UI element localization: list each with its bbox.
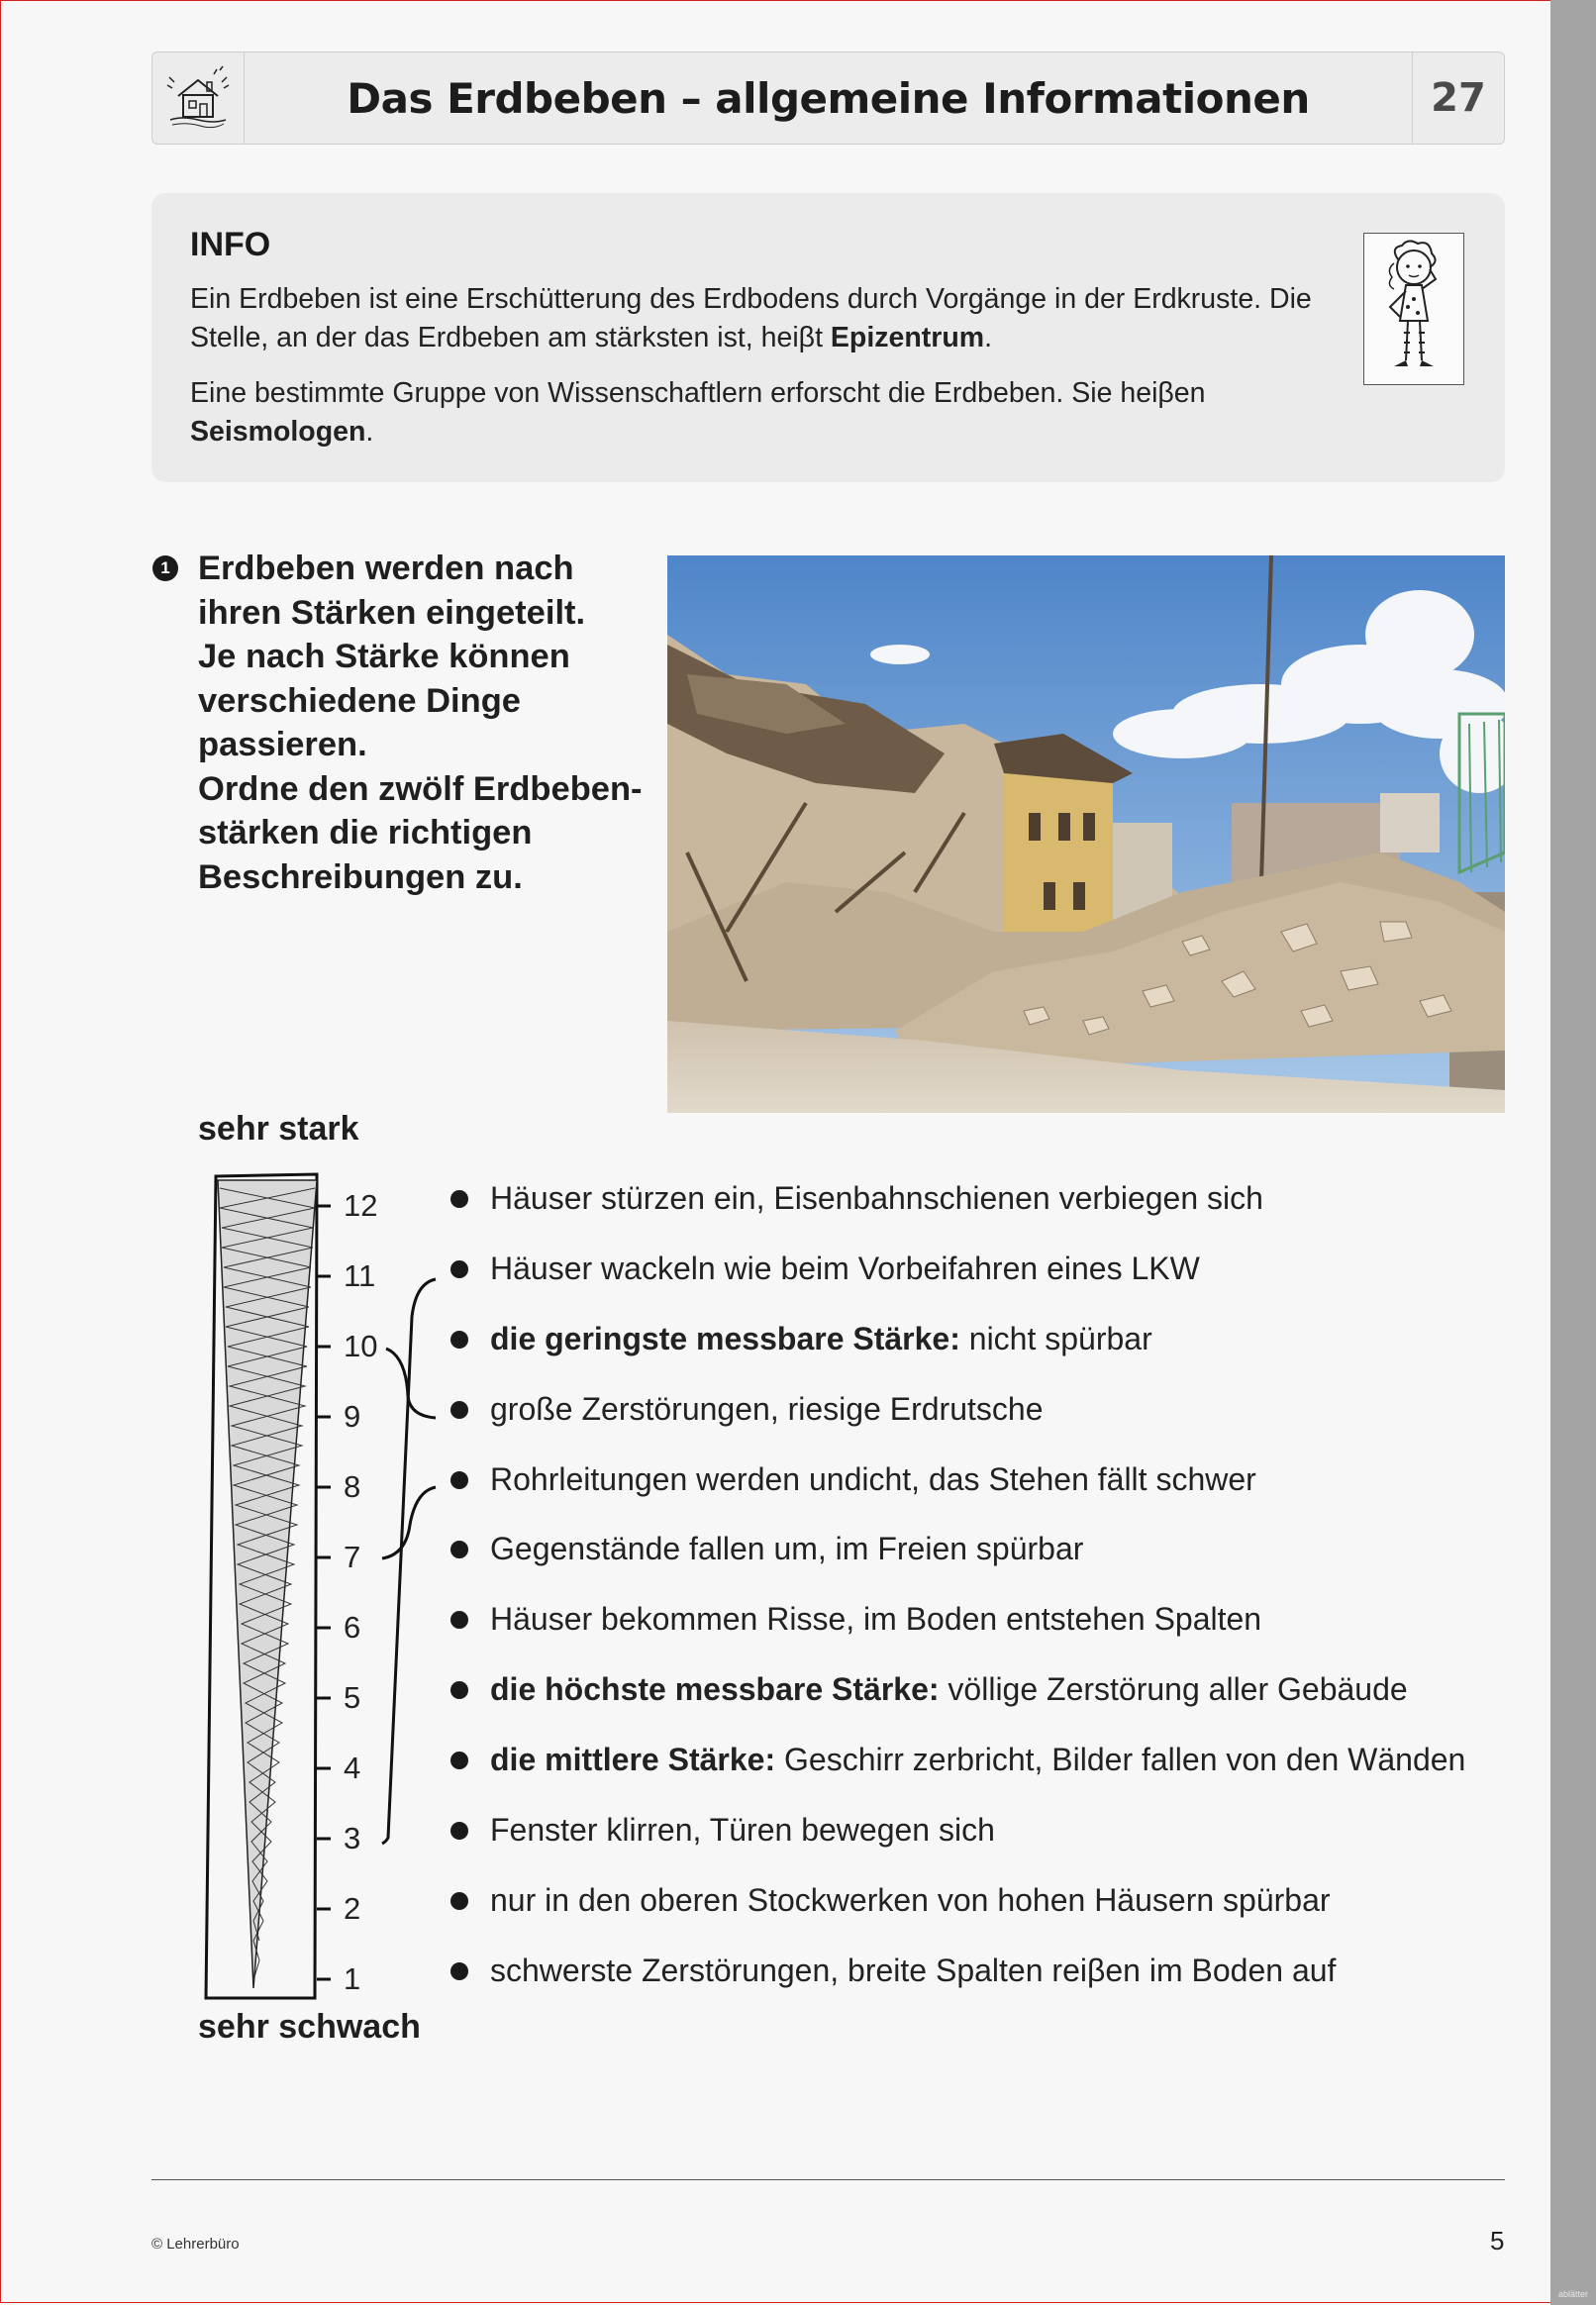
task-line: verschiedene Dinge	[198, 681, 521, 720]
side-watermark: ablätter	[1557, 2289, 1589, 2299]
description-item	[450, 1179, 1540, 1250]
page-side-bar	[1550, 0, 1596, 2305]
scale-level: 9	[344, 1399, 361, 1434]
description-text: Häuser bekommen Risse, im Boden entstehen Spalten	[490, 1601, 1262, 1638]
scale-level: 6	[344, 1610, 361, 1645]
bullet-icon	[450, 1611, 468, 1629]
bullet-icon	[450, 1541, 468, 1558]
scale-level: 12	[344, 1188, 378, 1223]
scale-level: 8	[344, 1469, 361, 1504]
footer-divider	[151, 2179, 1505, 2180]
scale-level: 2	[344, 1891, 361, 1926]
scale-level: 3	[344, 1821, 361, 1855]
scale-level: 4	[344, 1751, 361, 1785]
earthquake-rubble-photo	[667, 555, 1505, 1113]
description-item	[450, 1460, 1540, 1531]
term-epizentrum: Epizentrum	[830, 322, 985, 353]
info-p1-text: Ein Erdbeben ist eine Erschütterung des Erdbodens durch Vorgänge in der Erdkruste. Die Stelle, an der das Erdbeben am stärksten ist, heiβt	[190, 283, 1312, 353]
worksheet-number: 27	[1412, 52, 1504, 144]
description-bold: die geringste messbare Stärke:	[490, 1320, 960, 1356]
bullet-icon	[450, 1331, 468, 1349]
info-paragraph-1	[190, 280, 1358, 357]
label-very-strong: sehr stark	[198, 1110, 359, 1148]
description-text: schwerste Zerstörungen, breite Spalten reiβen im Boden auf	[490, 1952, 1337, 1988]
bullet-icon	[450, 1962, 468, 1980]
info-heading: INFO	[190, 226, 271, 263]
description-item	[450, 1320, 1540, 1390]
page-header	[151, 51, 1505, 145]
task-line: stärken die richtigen	[198, 814, 533, 852]
earthquake-scale-drawing	[198, 1168, 455, 2010]
task-line: Ordne den zwölf Erdbeben-	[198, 769, 643, 808]
bullet-icon	[450, 1401, 468, 1419]
footer-page-number: 5	[1490, 2226, 1505, 2255]
description-item	[450, 1600, 1540, 1670]
page-title: Das Erdbeben – allgemeine Informationen	[347, 73, 1310, 123]
info-paragraph-2	[190, 374, 1358, 451]
scale-level: 5	[344, 1680, 361, 1715]
description-item	[450, 1250, 1540, 1320]
info-p1-end: .	[984, 322, 993, 353]
info-p2-end: .	[365, 416, 374, 448]
description-bold: die höchste messbare Stärke:	[490, 1671, 940, 1708]
description-text: Rohrleitungen werden undicht, das Stehen fällt schwer	[490, 1460, 1256, 1497]
description-text: Gegenstände fallen um, im Freien spürbar	[490, 1531, 1084, 1567]
description-item	[450, 1390, 1540, 1460]
description-item	[450, 1670, 1540, 1741]
description-text: Häuser stürzen ein, Eisenbahnschienen verbiegen sich	[490, 1180, 1263, 1216]
footer-copyright: © Lehrerbüro	[151, 2236, 240, 2253]
description-text: nicht spürbar	[959, 1320, 1152, 1356]
description-item	[450, 1952, 1540, 2022]
description-text: Fenster klirren, Türen bewegen sich	[490, 1812, 995, 1849]
description-bold: die mittlere Stärke:	[490, 1742, 776, 1778]
bullet-icon	[450, 1752, 468, 1769]
description-text: Geschirr zerbricht, Bilder fallen von den Wänden	[775, 1742, 1466, 1778]
bullet-icon	[450, 1681, 468, 1699]
bullet-icon	[450, 1892, 468, 1910]
task-instructions	[198, 547, 673, 899]
description-item	[450, 1530, 1540, 1600]
label-very-weak: sehr schwach	[198, 2008, 421, 2046]
description-text: nur in den oberen Stockwerken von hohen Häusern spürbar	[490, 1881, 1331, 1918]
bullet-icon	[450, 1822, 468, 1840]
description-text: Häuser wackeln wie beim Vorbeifahren eines LKW	[490, 1250, 1200, 1286]
scale-level: 7	[344, 1540, 361, 1574]
task-line: Beschreibungen zu.	[198, 857, 523, 896]
task-line: Erdbeben werden nach	[198, 550, 574, 587]
description-text: völlige Zerstörung aller Gebäude	[939, 1671, 1408, 1708]
scale-level: 1	[344, 1961, 361, 1996]
task-number-badge: 1	[152, 555, 178, 581]
girl-thinking-icon	[1363, 233, 1464, 385]
task-line: passieren.	[198, 726, 367, 763]
description-item	[450, 1811, 1540, 1881]
task-line: ihren Stärken eingeteilt.	[198, 593, 586, 632]
scale-level: 10	[344, 1329, 378, 1363]
info-box	[151, 193, 1505, 482]
description-list	[450, 1179, 1540, 2022]
bullet-icon	[450, 1260, 468, 1278]
house-shaking-icon	[152, 52, 245, 144]
description-item	[450, 1881, 1540, 1952]
task-line: Je nach Stärke können	[198, 638, 570, 675]
description-item	[450, 1741, 1540, 1811]
scale-level: 11	[344, 1258, 376, 1293]
description-text: große Zerstörungen, riesige Erdrutsche	[490, 1390, 1044, 1427]
info-p2-text: Eine bestimmte Gruppe von Wissenschaftlern erforscht die Erdbeben. Sie heiβen	[190, 377, 1206, 409]
bullet-icon	[450, 1471, 468, 1489]
term-seismologen: Seismologen	[190, 416, 366, 448]
bullet-icon	[450, 1190, 468, 1208]
